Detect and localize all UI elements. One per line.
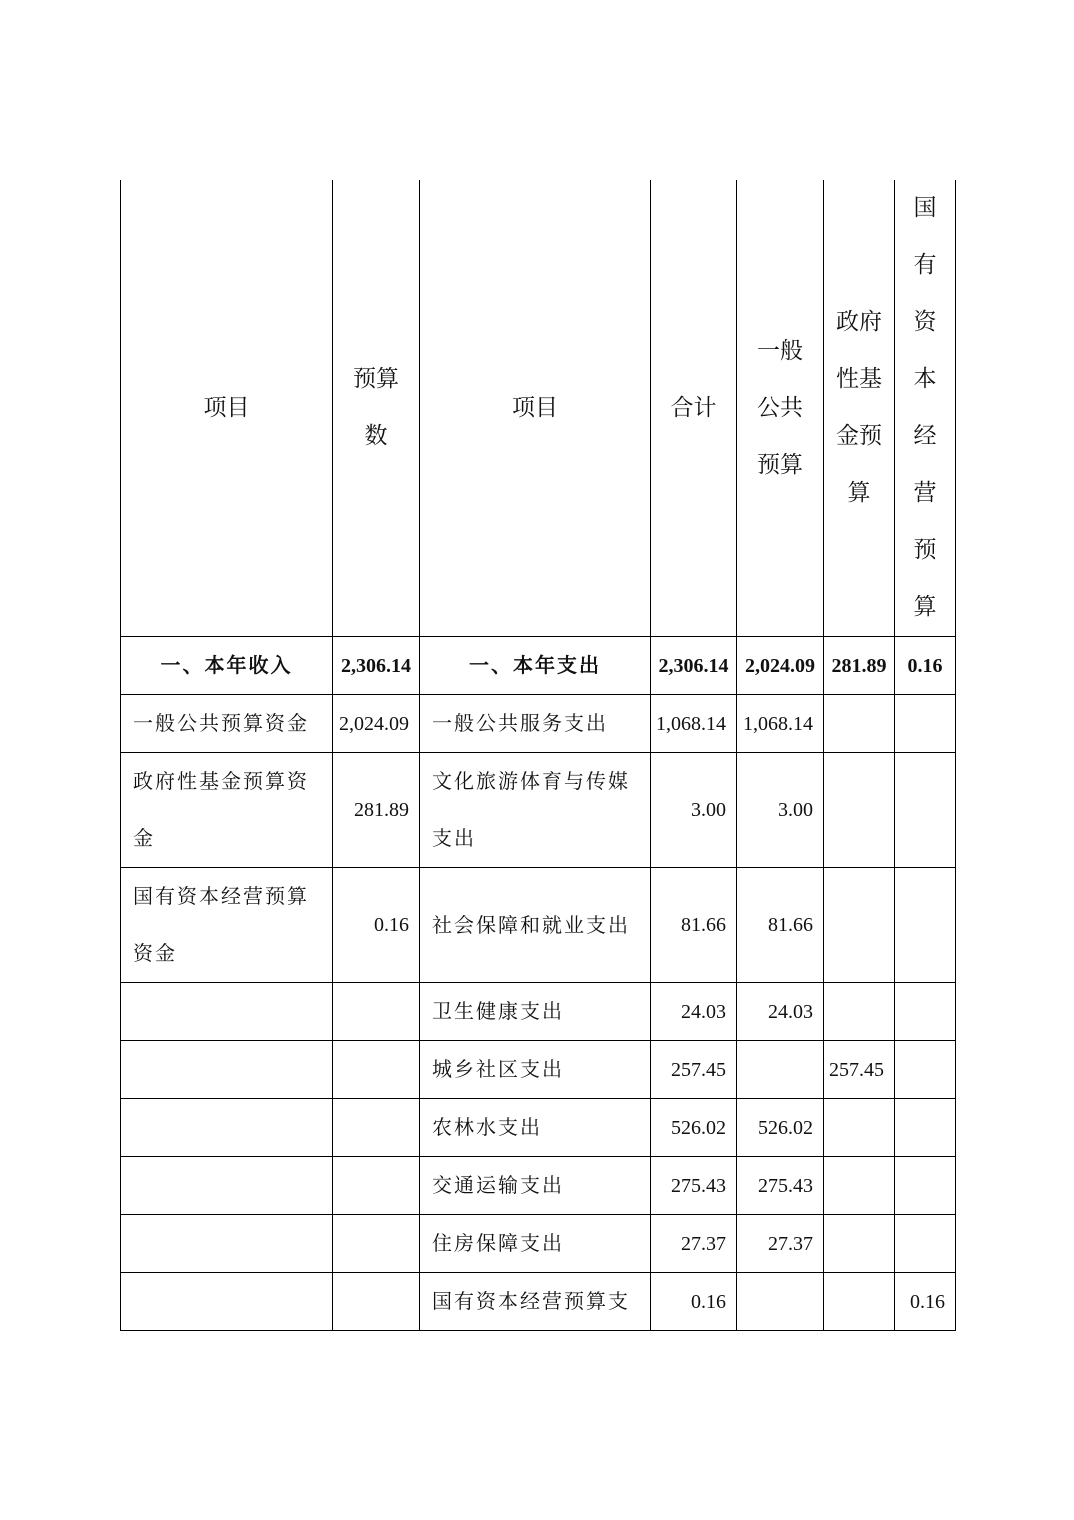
- expense-general-cell: 27.37: [737, 1215, 824, 1273]
- expense-general-cell: 81.66: [737, 868, 824, 983]
- expense-state-cell: 0.16: [895, 1273, 956, 1331]
- expense-state-cell: [895, 868, 956, 983]
- expense-general-total: 2,024.09: [737, 637, 824, 695]
- expense-general-cell: 1,068.14: [737, 695, 824, 753]
- income-item: [121, 1041, 333, 1099]
- expense-state-cell: [895, 1041, 956, 1099]
- expense-state-cell: [895, 1099, 956, 1157]
- expense-general-cell: 3.00: [737, 753, 824, 868]
- income-item: [121, 1215, 333, 1273]
- income-value: [333, 1273, 420, 1331]
- table-row: [121, 868, 956, 983]
- header-income-item: 项目: [121, 180, 333, 637]
- summary-row: [121, 637, 956, 695]
- expense-total-label: 一、本年支出: [420, 637, 651, 695]
- expense-item: 社会保障和就业支出: [420, 868, 651, 983]
- expense-fund-cell: [824, 983, 895, 1041]
- expense-item: 住房保障支出: [420, 1215, 651, 1273]
- income-value: [333, 1041, 420, 1099]
- expense-general-cell: [737, 1273, 824, 1331]
- expense-total-cell: 81.66: [651, 868, 737, 983]
- expense-fund-total: 281.89: [824, 637, 895, 695]
- expense-fund-cell: [824, 1099, 895, 1157]
- income-item: 政府性基金预算资金: [121, 753, 333, 868]
- expense-state-cell: [895, 1215, 956, 1273]
- income-item: [121, 1157, 333, 1215]
- expense-item: 国有资本经营预算支: [420, 1273, 651, 1331]
- expense-state-cell: [895, 695, 956, 753]
- table-row: [121, 1273, 956, 1331]
- expense-total-cell: 0.16: [651, 1273, 737, 1331]
- expense-item: 农林水支出: [420, 1099, 651, 1157]
- income-value: 281.89: [333, 753, 420, 868]
- income-item: [121, 1099, 333, 1157]
- expense-total-cell: 27.37: [651, 1215, 737, 1273]
- header-total: 合计: [651, 180, 737, 637]
- expense-state-total: 0.16: [895, 637, 956, 695]
- table-row: [121, 753, 956, 868]
- expense-state-cell: [895, 983, 956, 1041]
- expense-fund-cell: [824, 695, 895, 753]
- expense-total-cell: 1,068.14: [651, 695, 737, 753]
- table-row: [121, 1041, 956, 1099]
- income-value: 2,024.09: [333, 695, 420, 753]
- header-row: [121, 180, 956, 637]
- expense-total-cell: 24.03: [651, 983, 737, 1041]
- table-row: [121, 1099, 956, 1157]
- expense-item: 一般公共服务支出: [420, 695, 651, 753]
- income-value: [333, 1215, 420, 1273]
- income-value: [333, 983, 420, 1041]
- income-value: 0.16: [333, 868, 420, 983]
- income-item: [121, 983, 333, 1041]
- expense-general-cell: 275.43: [737, 1157, 824, 1215]
- expense-general-cell: 526.02: [737, 1099, 824, 1157]
- table-row: [121, 695, 956, 753]
- income-item: [121, 1273, 333, 1331]
- expense-item: 卫生健康支出: [420, 983, 651, 1041]
- expense-fund-cell: [824, 753, 895, 868]
- income-value: [333, 1157, 420, 1215]
- income-item: 国有资本经营预算资金: [121, 868, 333, 983]
- income-total-value: 2,306.14: [333, 637, 420, 695]
- table-row: [121, 1215, 956, 1273]
- table-row: [121, 983, 956, 1041]
- expense-fund-cell: [824, 1215, 895, 1273]
- header-state-capital-budget: 国有资本经营预算: [895, 180, 956, 637]
- income-item: 一般公共预算资金: [121, 695, 333, 753]
- expense-state-cell: [895, 753, 956, 868]
- expense-item: 城乡社区支出: [420, 1041, 651, 1099]
- expense-state-cell: [895, 1157, 956, 1215]
- expense-item: 交通运输支出: [420, 1157, 651, 1215]
- expense-fund-cell: [824, 1273, 895, 1331]
- header-general-budget: 一般公共预算: [737, 180, 824, 637]
- expense-fund-cell: 257.45: [824, 1041, 895, 1099]
- budget-table-container: [120, 180, 955, 1331]
- table-row: [121, 1157, 956, 1215]
- budget-table: [120, 180, 956, 1331]
- expense-total-cell: 275.43: [651, 1157, 737, 1215]
- expense-fund-cell: [824, 868, 895, 983]
- income-value: [333, 1099, 420, 1157]
- header-budget-amount: 预算数: [333, 180, 420, 637]
- expense-total-cell: 3.00: [651, 753, 737, 868]
- expense-general-cell: 24.03: [737, 983, 824, 1041]
- expense-total-cell: 257.45: [651, 1041, 737, 1099]
- header-expense-item: 项目: [420, 180, 651, 637]
- expense-fund-cell: [824, 1157, 895, 1215]
- header-fund-budget: 政府性基金预算: [824, 180, 895, 637]
- income-total-label: 一、本年收入: [121, 637, 333, 695]
- expense-item: 文化旅游体育与传媒支出: [420, 753, 651, 868]
- expense-total: 2,306.14: [651, 637, 737, 695]
- expense-total-cell: 526.02: [651, 1099, 737, 1157]
- expense-general-cell: [737, 1041, 824, 1099]
